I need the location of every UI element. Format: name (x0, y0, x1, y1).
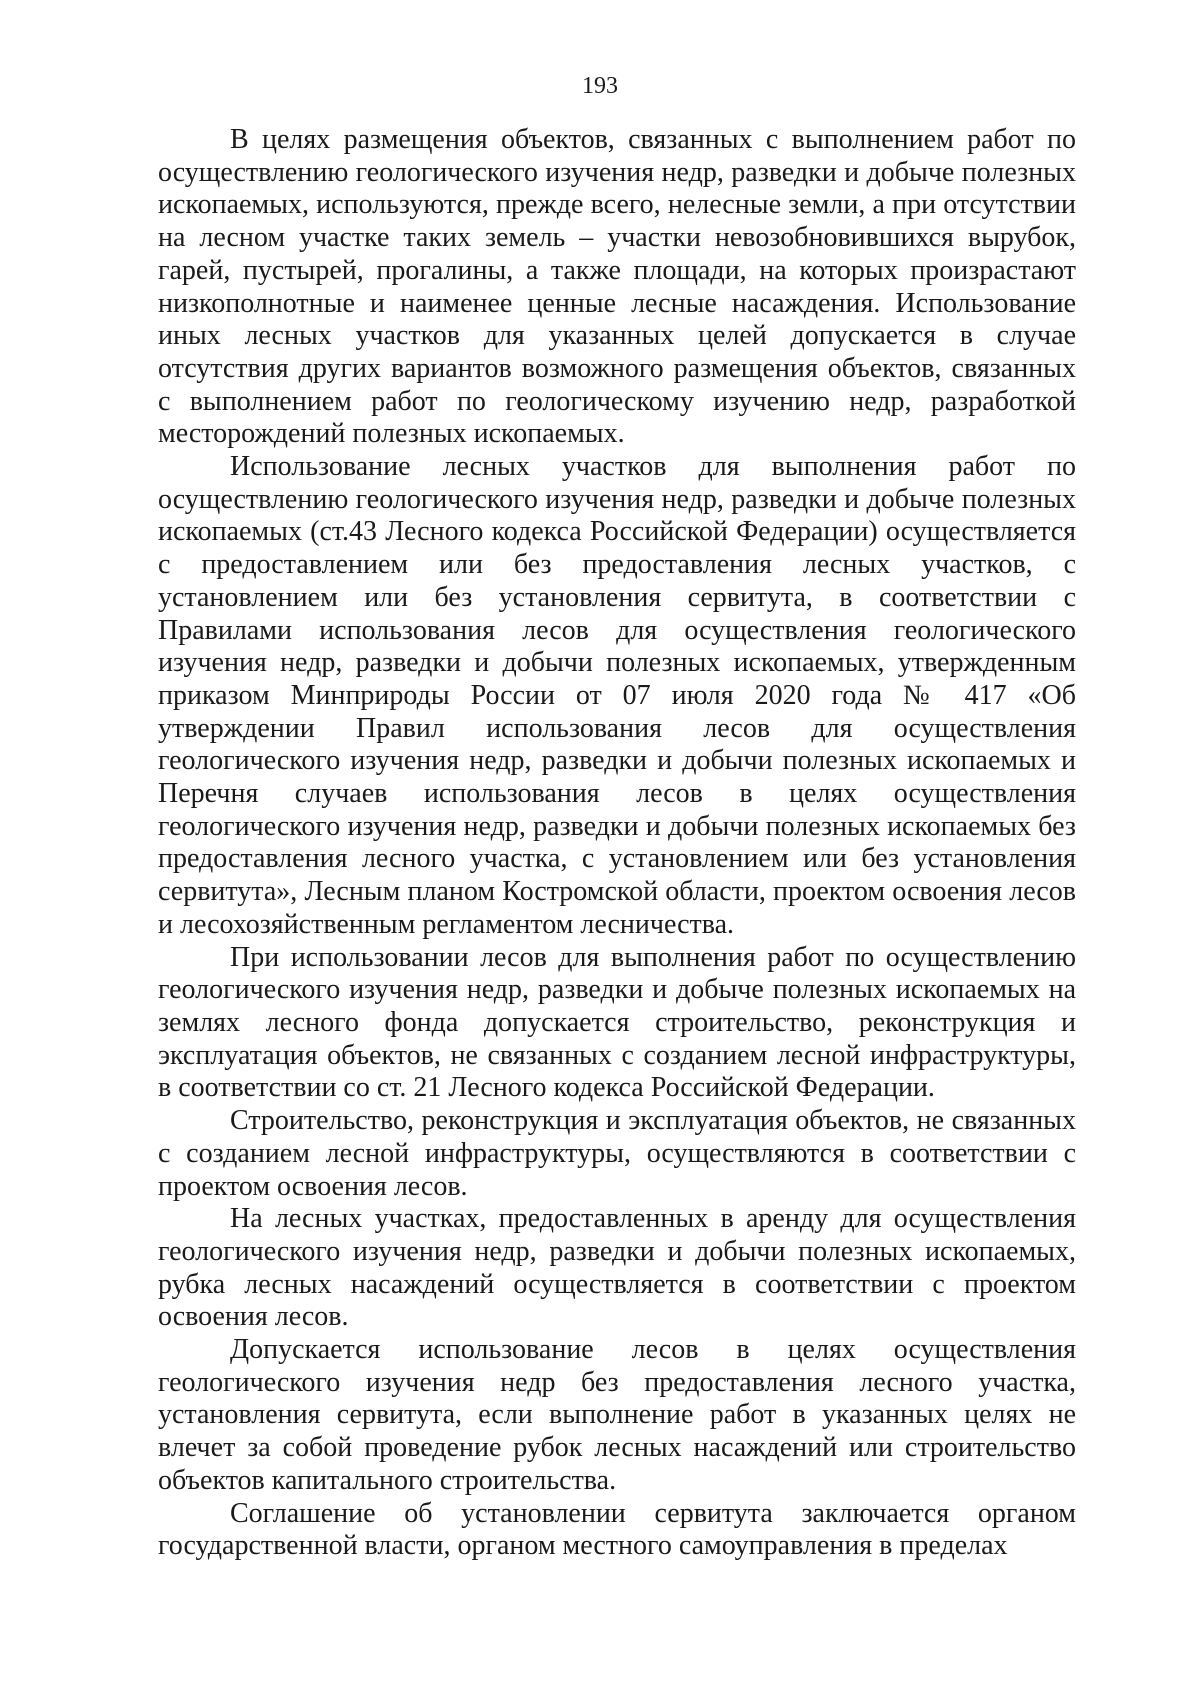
page-number: 193 (582, 73, 618, 99)
paragraph: При использовании лесов для выполнения работ по осуществлению геологического изучения недр, разведки и добыче полезных ископаемых на землях лесного фонда допускается строительство, реконструкция и эксплуатация объектов, не связанных с созданием лесной инфраструктуры, в соответствии со ст. 21 Лесного кодекса Российской Федерации. (158, 941, 1076, 1104)
paragraph: Строительство, реконструкция и эксплуатация объектов, не связанных с созданием лесной инфраструктуры, осуществляются в соответствии с проектом освоения лесов. (158, 1105, 1076, 1202)
body-text (158, 124, 1076, 1563)
paragraph-continued: Соглашение об установлении сервитута заключается органом государственной власти, органом местного самоуправления в пределах (158, 1497, 1076, 1562)
paragraph: Использование лесных участков для выполнения работ по осуществлению геологического изучения недр, разведки и добыче полезных ископаемых (ст.43 Лесного кодекса Российской Федерации) осуществляется с предоставлением или без предоставления лесных участков, с установлением или без установления сервитута, в соответствии с Правилами использования лесов для осуществления геологического изучения недр, разведки и добычи полезных ископаемых, утвержденным приказом Минприроды России от 07 июля 2020 года № 417 «Об утверждении Правил использования лесов для осуществления геологического изучения недр, разведки и добычи полезных ископаемых и Перечня случаев использования лесов в целях осуществления геологического изучения недр, разведки и добычи полезных ископаемых без предоставления лесного участка, с установлением или без установления сервитута», Лесным планом Костромской области, проектом освоения лесов и лесохозяйственным регламентом лесничества. (158, 451, 1076, 940)
paragraph: В целях размещения объектов, связанных с выполнением работ по осуществлению геологического изучения недр, разведки и добыче полезных ископаемых, используются, прежде всего, нелесные земли, а при отсутствии на лесном участке таких земель – участки невозобновившихся вырубок, гарей, пустырей, прогалины, а также площади, на которых произрастают низкополнотные и наименее ценные лесные насаждения. Использование иных лесных участков для указанных целей допускается в случае отсутствия других вариантов возможного размещения объектов, связанных с выполнением работ по геологическому изучению недр, разработкой месторождений полезных ископаемых. (158, 124, 1076, 450)
paragraph: На лесных участках, предоставленных в аренду для осуществления геологического изучения недр, разведки и добычи полезных ископаемых, рубка лесных насаждений осуществляется в соответствии с проектом освоения лесов. (158, 1203, 1076, 1333)
paragraph: Допускается использование лесов в целях осуществления геологического изучения недр без предоставления лесного участка, установления сервитута, если выполнение работ в указанных целях не влечет за собой проведение рубок лесных насаждений или строительство объектов капитального строительства. (158, 1334, 1076, 1496)
